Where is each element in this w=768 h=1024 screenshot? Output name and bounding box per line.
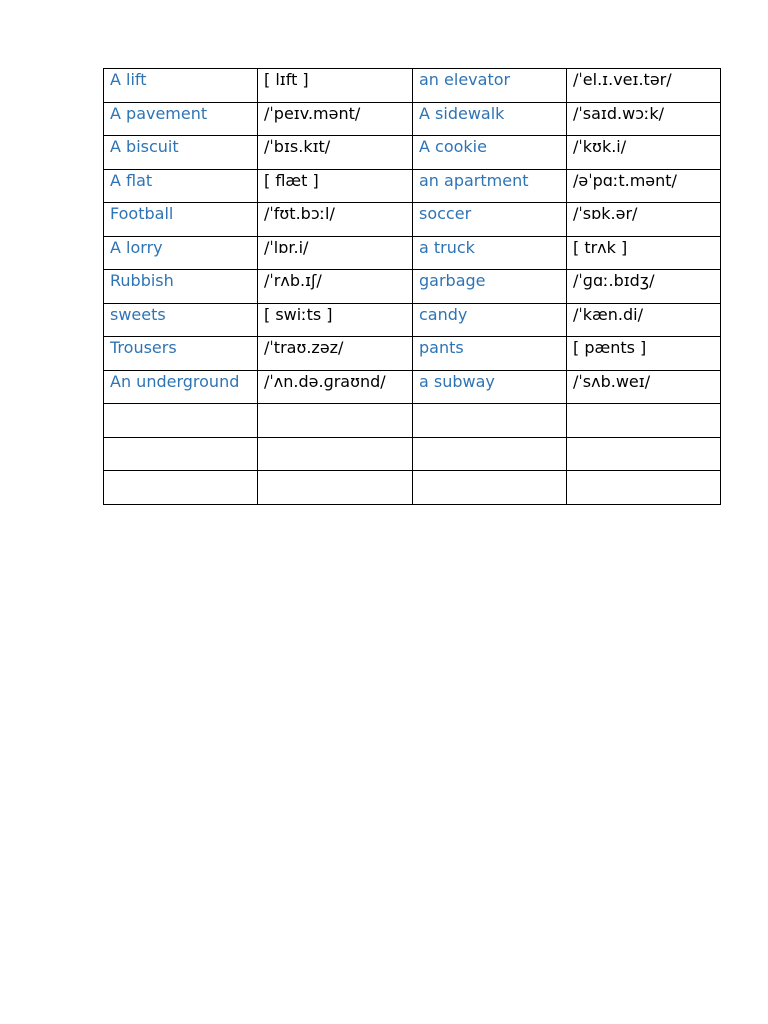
- table-row: [104, 69, 721, 103]
- american-pronunciation-cell: [ trʌk ]: [567, 236, 721, 270]
- table-row-empty: [104, 404, 721, 438]
- table-row-empty: [104, 471, 721, 505]
- british-pronunciation-cell: /ˈpeɪv.mənt/: [258, 102, 413, 136]
- american-pronunciation-cell: /ˈsʌb.weɪ/: [567, 370, 721, 404]
- american-pronunciation-cell: /ˈsɒk.ər/: [567, 203, 721, 237]
- british-word-cell: A biscuit: [104, 136, 258, 170]
- british-word-cell: Football: [104, 203, 258, 237]
- british-word-cell: A lorry: [104, 236, 258, 270]
- british-word-cell: Trousers: [104, 337, 258, 371]
- british-pronunciation-cell: [258, 471, 413, 505]
- british-pronunciation-cell: /ˈrʌb.ɪʃ/: [258, 270, 413, 304]
- table-row: [104, 102, 721, 136]
- british-word-cell: An underground: [104, 370, 258, 404]
- american-word-cell: A sidewalk: [413, 102, 567, 136]
- british-pronunciation-cell: [258, 437, 413, 471]
- british-pronunciation-cell: [258, 404, 413, 438]
- american-word-cell: candy: [413, 303, 567, 337]
- american-word-cell: an apartment: [413, 169, 567, 203]
- american-pronunciation-cell: [567, 404, 721, 438]
- british-word-cell: [104, 471, 258, 505]
- american-pronunciation-cell: [567, 471, 721, 505]
- british-pronunciation-cell: /ˈlɒr.i/: [258, 236, 413, 270]
- american-word-cell: [413, 437, 567, 471]
- american-word-cell: [413, 404, 567, 438]
- table-row-empty: [104, 437, 721, 471]
- table-row: [104, 270, 721, 304]
- vocabulary-table: [103, 68, 721, 505]
- american-word-cell: [413, 471, 567, 505]
- american-word-cell: soccer: [413, 203, 567, 237]
- british-pronunciation-cell: [ swiːts ]: [258, 303, 413, 337]
- american-word-cell: garbage: [413, 270, 567, 304]
- american-word-cell: a truck: [413, 236, 567, 270]
- british-word-cell: sweets: [104, 303, 258, 337]
- british-word-cell: [104, 404, 258, 438]
- american-pronunciation-cell: /ˈel.ɪ.veɪ.tər/: [567, 69, 721, 103]
- british-pronunciation-cell: /ˈfʊt.bɔːl/: [258, 203, 413, 237]
- table-row: [104, 303, 721, 337]
- american-pronunciation-cell: /ˈkʊk.i/: [567, 136, 721, 170]
- british-word-cell: [104, 437, 258, 471]
- british-pronunciation-cell: [ lɪft ]: [258, 69, 413, 103]
- british-pronunciation-cell: [ flæt ]: [258, 169, 413, 203]
- table-row: [104, 370, 721, 404]
- american-word-cell: an elevator: [413, 69, 567, 103]
- american-pronunciation-cell: /əˈpɑːt.mənt/: [567, 169, 721, 203]
- british-word-cell: A flat: [104, 169, 258, 203]
- american-pronunciation-cell: /ˈsaɪd.wɔːk/: [567, 102, 721, 136]
- british-word-cell: A lift: [104, 69, 258, 103]
- british-word-cell: Rubbish: [104, 270, 258, 304]
- british-pronunciation-cell: /ˈbɪs.kɪt/: [258, 136, 413, 170]
- table-row: [104, 169, 721, 203]
- british-word-cell: A pavement: [104, 102, 258, 136]
- table-row: [104, 203, 721, 237]
- british-pronunciation-cell: /ˈʌn.də.ɡraʊnd/: [258, 370, 413, 404]
- american-pronunciation-cell: /ˈɡɑː.bɪdʒ/: [567, 270, 721, 304]
- american-pronunciation-cell: /ˈkæn.di/: [567, 303, 721, 337]
- american-pronunciation-cell: [567, 437, 721, 471]
- table-row: [104, 136, 721, 170]
- american-word-cell: pants: [413, 337, 567, 371]
- british-pronunciation-cell: /ˈtraʊ.zəz/: [258, 337, 413, 371]
- table-row: [104, 337, 721, 371]
- american-word-cell: a subway: [413, 370, 567, 404]
- american-word-cell: A cookie: [413, 136, 567, 170]
- table-row: [104, 236, 721, 270]
- american-pronunciation-cell: [ pænts ]: [567, 337, 721, 371]
